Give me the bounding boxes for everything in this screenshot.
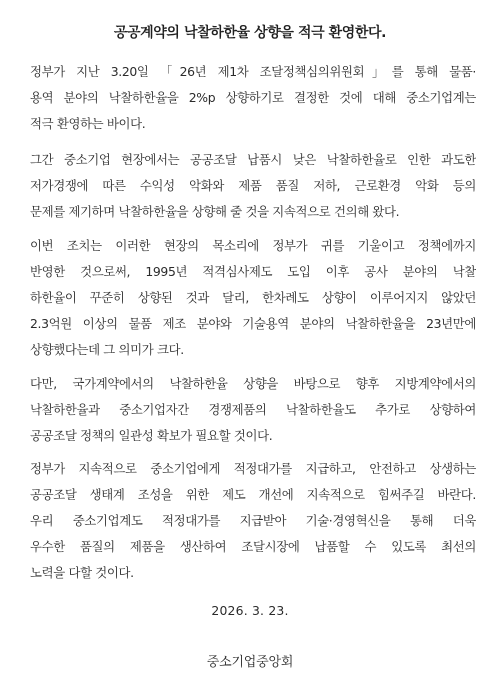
paragraph-3 — [30, 233, 476, 363]
paragraph-line: 2.3억원 이상의 물품 제조 분야와 기술용역 분야의 낙찰하한율을 23년만에 — [30, 316, 476, 331]
paragraph-line: 낙찰하한율과 중소기업자간 경쟁제품의 낙찰하한율도 추가로 상향하여 — [30, 402, 476, 417]
paragraph-line: 공공조달 생태계 조성을 위한 제도 개선에 지속적으로 힘써주길 바란다. — [30, 487, 476, 502]
paragraph-line: 정부가 지난 3.20일 「26년 제1차 조달정책심의위원회」를 통해 물품· — [30, 64, 476, 79]
paragraph-line: 노력을 다할 것이다. — [30, 565, 134, 580]
paragraph-line: 정부가 지속적으로 중소기업에게 적정대가를 지급하고, 안전하고 상생하는 — [30, 461, 476, 476]
paragraph-line: 적극 환영하는 바이다. — [30, 116, 146, 131]
paragraph-line: 하한율이 꾸준히 상향된 것과 달리, 한차례도 상향이 이루어지지 않았던 — [30, 290, 476, 305]
paragraph-line: 그간 중소기업 현장에서는 공공조달 납품시 낮은 낙찰하한율로 인한 과도한 — [30, 152, 476, 167]
paragraph-line: 용역 분야의 낙찰하한율을 2%p 상향하기로 결정한 것에 대해 중소기업계는 — [30, 90, 476, 105]
document-title: 공공계약의 낙찰하한율 상향을 적극 환영한다. — [113, 25, 387, 41]
paragraph-4 — [30, 371, 476, 449]
paragraph-2 — [30, 147, 476, 225]
document-date: 2026. 3. 23. — [211, 603, 289, 618]
paragraph-line: 이번 조치는 이러한 현장의 목소리에 정부가 귀를 기울이고 정책에까지 — [30, 238, 476, 253]
paragraph-line: 상향했다는데 그 의미가 크다. — [30, 342, 184, 357]
issuing-organization: 중소기업중앙회 — [206, 655, 294, 670]
paragraph-line: 반영한 것으로써, 1995년 적격심사제도 도입 이후 공사 분야의 낙찰 — [30, 264, 476, 279]
paragraph-line: 저가경쟁에 따른 수익성 악화와 제품 품질 저하, 근로환경 악화 등의 — [30, 178, 476, 193]
paragraph-1 — [30, 59, 476, 137]
paragraph-line: 다만, 국가계약에서의 낙찰하한율 상향을 바탕으로 향후 지방계약에서의 — [30, 376, 476, 391]
paragraph-line: 공공조달 정책의 일관성 확보가 필요할 것이다. — [30, 428, 273, 443]
paragraph-line: 우수한 품질의 제품을 생산하여 조달시장에 납품할 수 있도록 최선의 — [30, 539, 476, 554]
paragraph-line: 문제를 제기하며 낙찰하한율을 상향해 줄 것을 지속적으로 건의해 왔다. — [30, 204, 400, 219]
paragraph-line: 우리 중소기업계도 적정대가를 지급받아 기술·경영혁신을 통해 더욱 — [30, 513, 476, 528]
paragraph-5 — [30, 456, 476, 586]
